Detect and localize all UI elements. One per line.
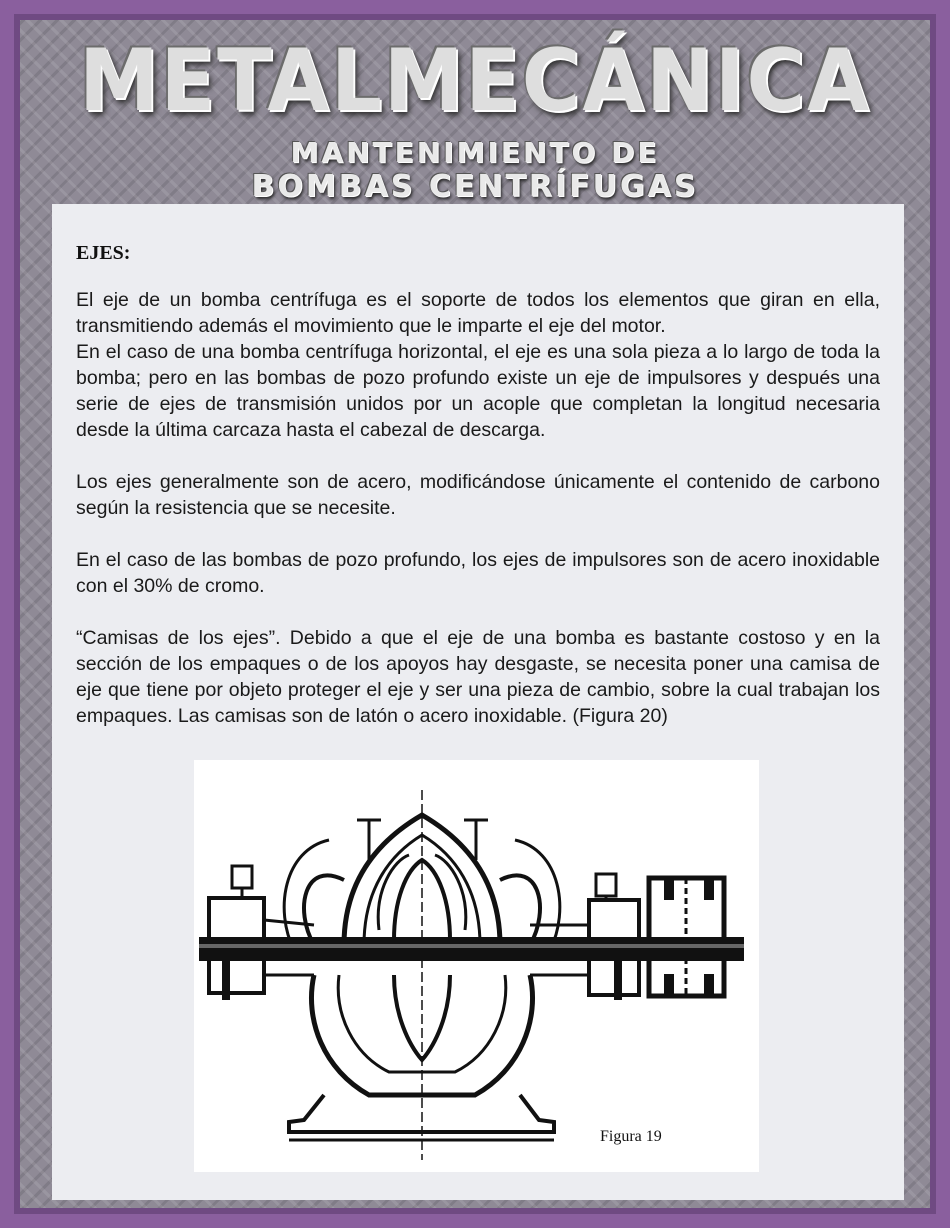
page-subtitle-line2: BOMBAS CENTRÍFUGAS: [251, 169, 699, 204]
pump-drawing: [194, 760, 759, 1172]
page-subtitle-line1: MANTENIMIENTO DE: [290, 136, 660, 169]
section-heading: EJES:: [76, 242, 131, 264]
paragraph-3: Los ejes generalmente son de acero, modificándose únicamente el contenido de carbono según la resistencia que se necesite.: [76, 471, 880, 519]
paragraph-2: En el caso de una bomba centrífuga horizontal, el eje es una sola pieza a lo largo de toda la bomba; pero en las bombas de pozo profundo existe un eje de impulsores y después una serie de ejes de transmisión unidos por un acople que completan la longitud necesaria desde la última carcaza hasta el cabezal de descarga.: [76, 341, 880, 441]
paragraph-4: En el caso de las bombas de pozo profundo, los ejes de impulsores son de acero inoxidable con el 30% de cromo.: [76, 549, 880, 597]
page-title: METALMECÁNICA: [79, 31, 871, 131]
content-panel: [52, 204, 904, 1200]
figure-caption: Figura 19: [600, 1128, 662, 1145]
pump-cross-section-figure: [194, 760, 759, 1172]
paragraph-5: “Camisas de los ejes”. Debido a que el eje de una bomba es bastante costoso y en la sección de los empaques o de los apoyos hay desgaste, se necesita poner una camisa de eje que tiene por objeto proteger el eje y ser una pieza de cambio, sobre la cual trabajan los empaques. Las camisas son de latón o acero inoxidable. (Figura 20): [76, 627, 880, 727]
paragraph-1: El eje de un bomba centrífuga es el soporte de todos los elementos que giran en ella, transmitiendo además el movimiento que le imparte el eje del motor.: [76, 289, 880, 337]
